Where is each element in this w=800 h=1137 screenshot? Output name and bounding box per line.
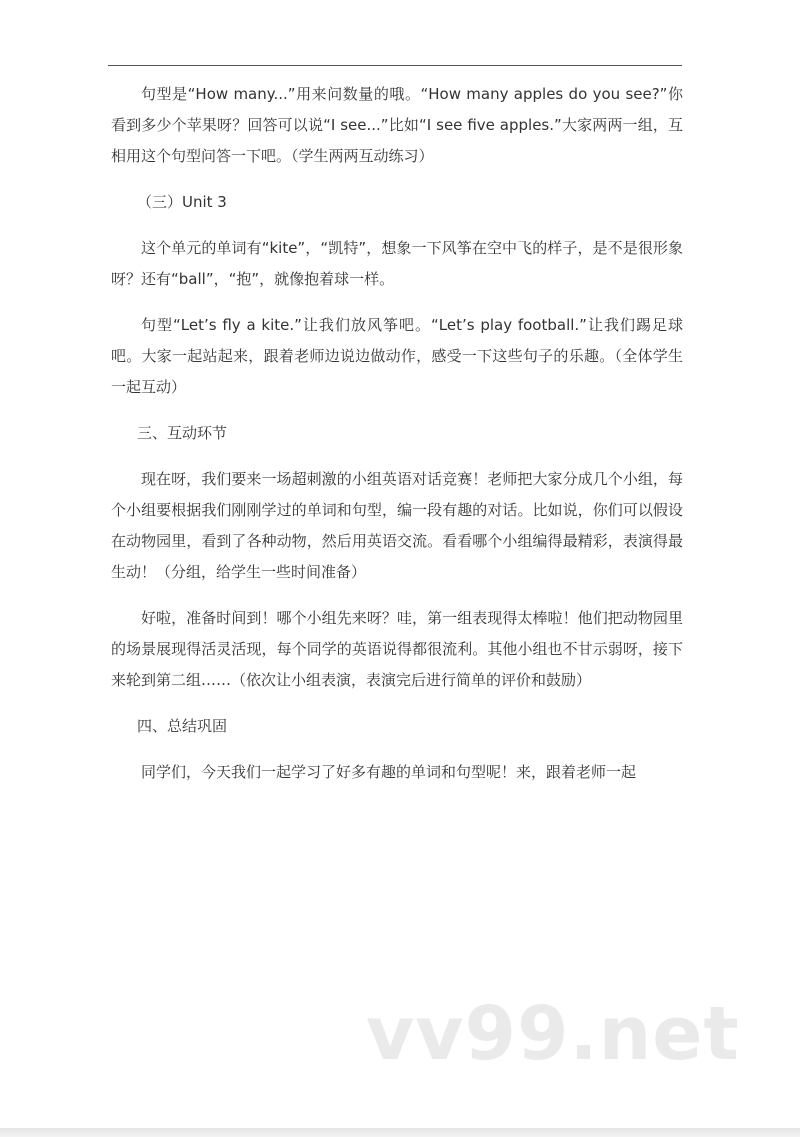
section-heading: （三）Unit 3 — [137, 193, 227, 211]
header-rule — [108, 65, 682, 66]
paragraph: 这个单元的单词有“kite”，“凯特”，想象一下风筝在空中飞的样子，是不是很形象呀？还有“ball”，“抱”，就像抱着球一样。 — [111, 239, 683, 288]
paragraph: 同学们，今天我们一起学习了好多有趣的单词和句型呢！来，跟着老师一起 — [141, 763, 637, 781]
document-body — [111, 79, 683, 803]
paragraph: 好啦，准备时间到！哪个小组先来呀？哇，第一组表现得太棒啦！他们把动物园里的场景展现得活灵活现，每个同学的英语说得都很流利。其他小组也不甘示弱呀，接下来轮到第二组……（依次让小组表演，表演完后进行简单的评价和鼓励） — [111, 609, 683, 689]
section-heading: 四、总结巩固 — [137, 717, 228, 735]
paragraph: 句型是“How many...”用来问数量的哦。“How many apples do you see?”你看到多少个苹果呀？回答可以说“I see...”比如“I see five apples.”大家两两一组，互相用这个句型问答一下吧。（学生两两互动练习） — [111, 85, 683, 165]
paragraph: 句型“Let’s fly a kite.”让我们放风筝吧。“Let’s play football.”让我们踢足球吧。大家一起站起来，跟着老师边说边做动作，感受一下这些句子的乐趣。（全体学生一起互动） — [111, 316, 683, 396]
paragraph: 现在呀，我们要来一场超刺激的小组英语对话竞赛！老师把大家分成几个小组，每个小组要根据我们刚刚学过的单词和句型，编一段有趣的对话。比如说，你们可以假设在动物园里，看到了各种动物，然后用英语交流。看看哪个小组编得最精彩，表演得最生动！（分组，给学生一些时间准备） — [111, 470, 683, 581]
page-bottom-edge — [0, 1128, 800, 1137]
section-heading: 三、互动环节 — [137, 424, 228, 442]
watermark: vv99.net — [366, 991, 740, 1077]
